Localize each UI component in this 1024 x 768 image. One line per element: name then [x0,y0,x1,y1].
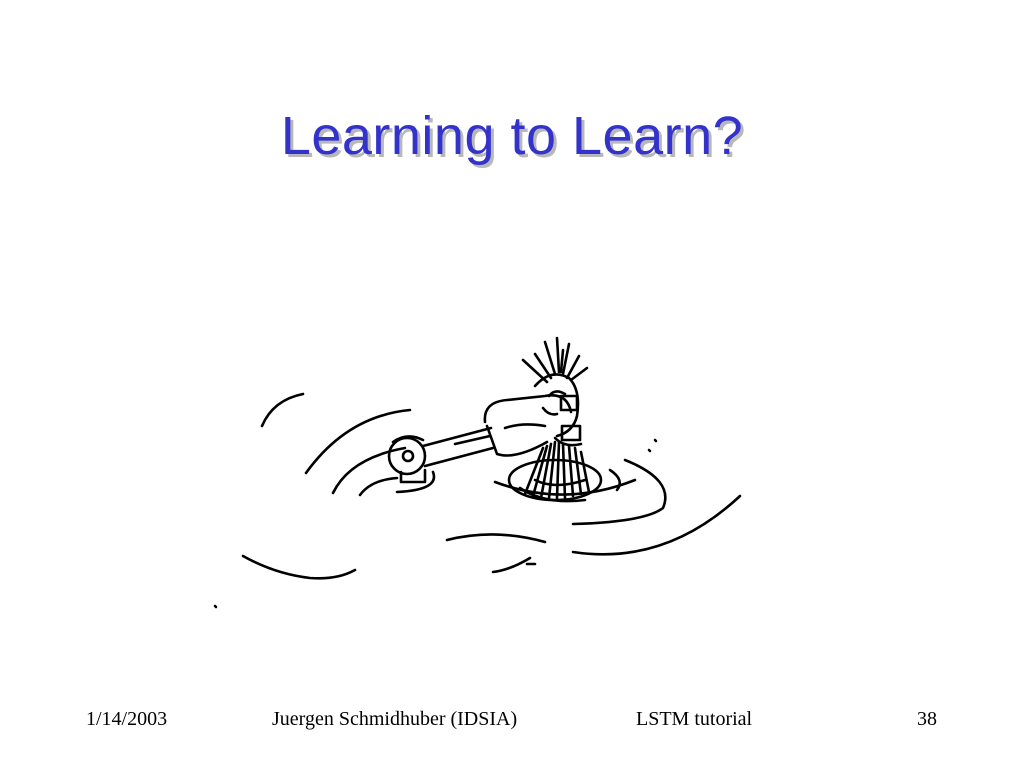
baron-munchausen-self-rescue-icon [205,330,765,630]
footer-course: LSTM tutorial [636,708,753,730]
footer-author: Juergen Schmidhuber (IDSIA) [272,708,518,730]
footer-page-number: 38 [917,708,937,730]
slide-title: Learning to Learn? [280,106,744,166]
footer-date: 1/14/2003 [86,708,168,730]
